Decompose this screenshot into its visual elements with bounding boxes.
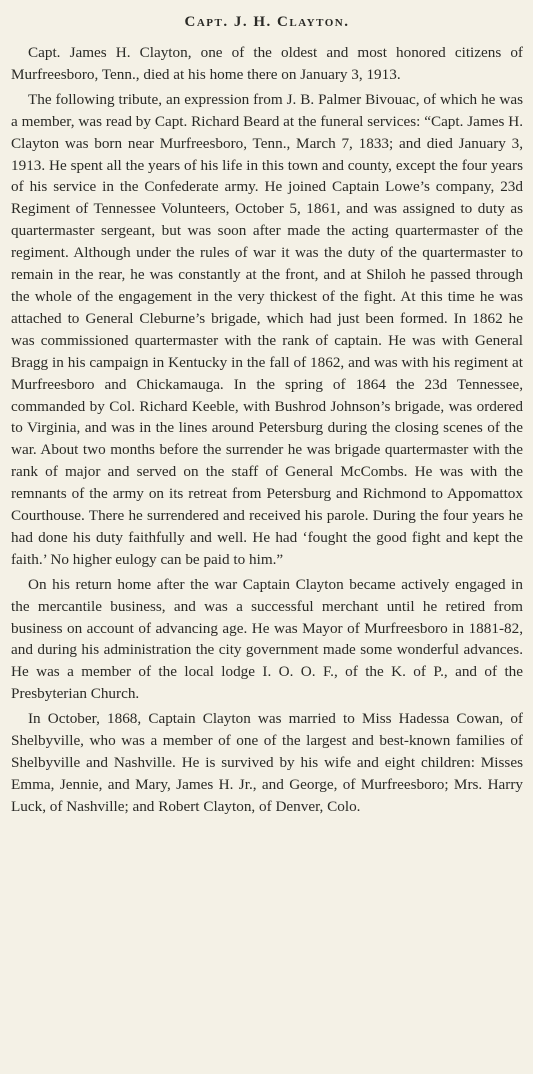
paragraph-family: In October, 1868, Captain Clayton was married to Miss Hadessa Cowan, of Shelbyville, who was a member of one of the largest and best-known families of Shelbyville and Nashville. He is survived by his wife and eight children: Misses Emma, Jennie, and Mary, James H. Jr., and George, of Murfreesboro; Mrs. Harry Luck, of Nashville; and Robert Clayton, of Denver, Colo.: [11, 710, 523, 815]
paragraph-death-notice: Capt. James H. Clayton, one of the oldest and most honored citizens of Murfreesboro, Tenn., died at his home there on January 3, 1913.: [11, 44, 523, 83]
article-title: Capt. J. H. Clayton.: [184, 14, 350, 30]
paragraph-tribute: The following tribute, an expression from J. B. Palmer Bivouac, of which he was a member, was read by Capt. Richard Beard at the funeral services: “Capt. James H. Clayton was born near Murfreesboro, Tenn., March 7, 1833; and died January 3, 1913. He spent all the years of his life in this town and county, except the four years of his service in the Confederate army. He joined Captain Lowe’s company, 23d Regiment of Tennessee Volunteers, October 5, 1861, and was assigned to duty as quartermaster sergeant, but was soon after made the acting quartermaster of the regiment. Although under the rules of war it was the duty of the quartermaster to remain in the rear, he was constantly at the front, and at Shiloh he passed through the whole of the engagement in the very thickest of the fight. At this time he was attached to General Cleburne’s brigade, which had just been formed. In 1862 he was commissioned quartermaster with the rank of captain. He was with General Bragg in his campaign in Kentucky in the fall of 1862, and was with his regiment at Murfreesboro and Chickamauga. In the spring of 1864 the 23d Tennessee, commanded by Col. Richard Keeble, with Bushrod Johnson’s brigade, was ordered to Virginia, and was in the lines around Petersburg during the closing scenes of the war. About two months before the surrender he was brigade quartermaster with the rank of major and served on the staff of General McCombs. He was with the remnants of the army on its retreat from Petersburg and Richmond to Appomattox Courthouse. There he surrendered and received his parole. During the four years he had done his duty faithfully and well. He had ‘fought the good fight and kept the faith.’ No higher eulogy can be paid to him.”: [11, 90, 523, 568]
paragraph-civic-career: On his return home after the war Captain Clayton became actively engaged in the mercantile business, and was a successful merchant until he retired from business on account of advancing age. He was Mayor of Murfreesboro in 1881-82, and during his administration the city government made some wonderful advances. He was a member of the local lodge I. O. O. F., of the K. of P., and of the Presbyterian Church.: [11, 575, 523, 703]
